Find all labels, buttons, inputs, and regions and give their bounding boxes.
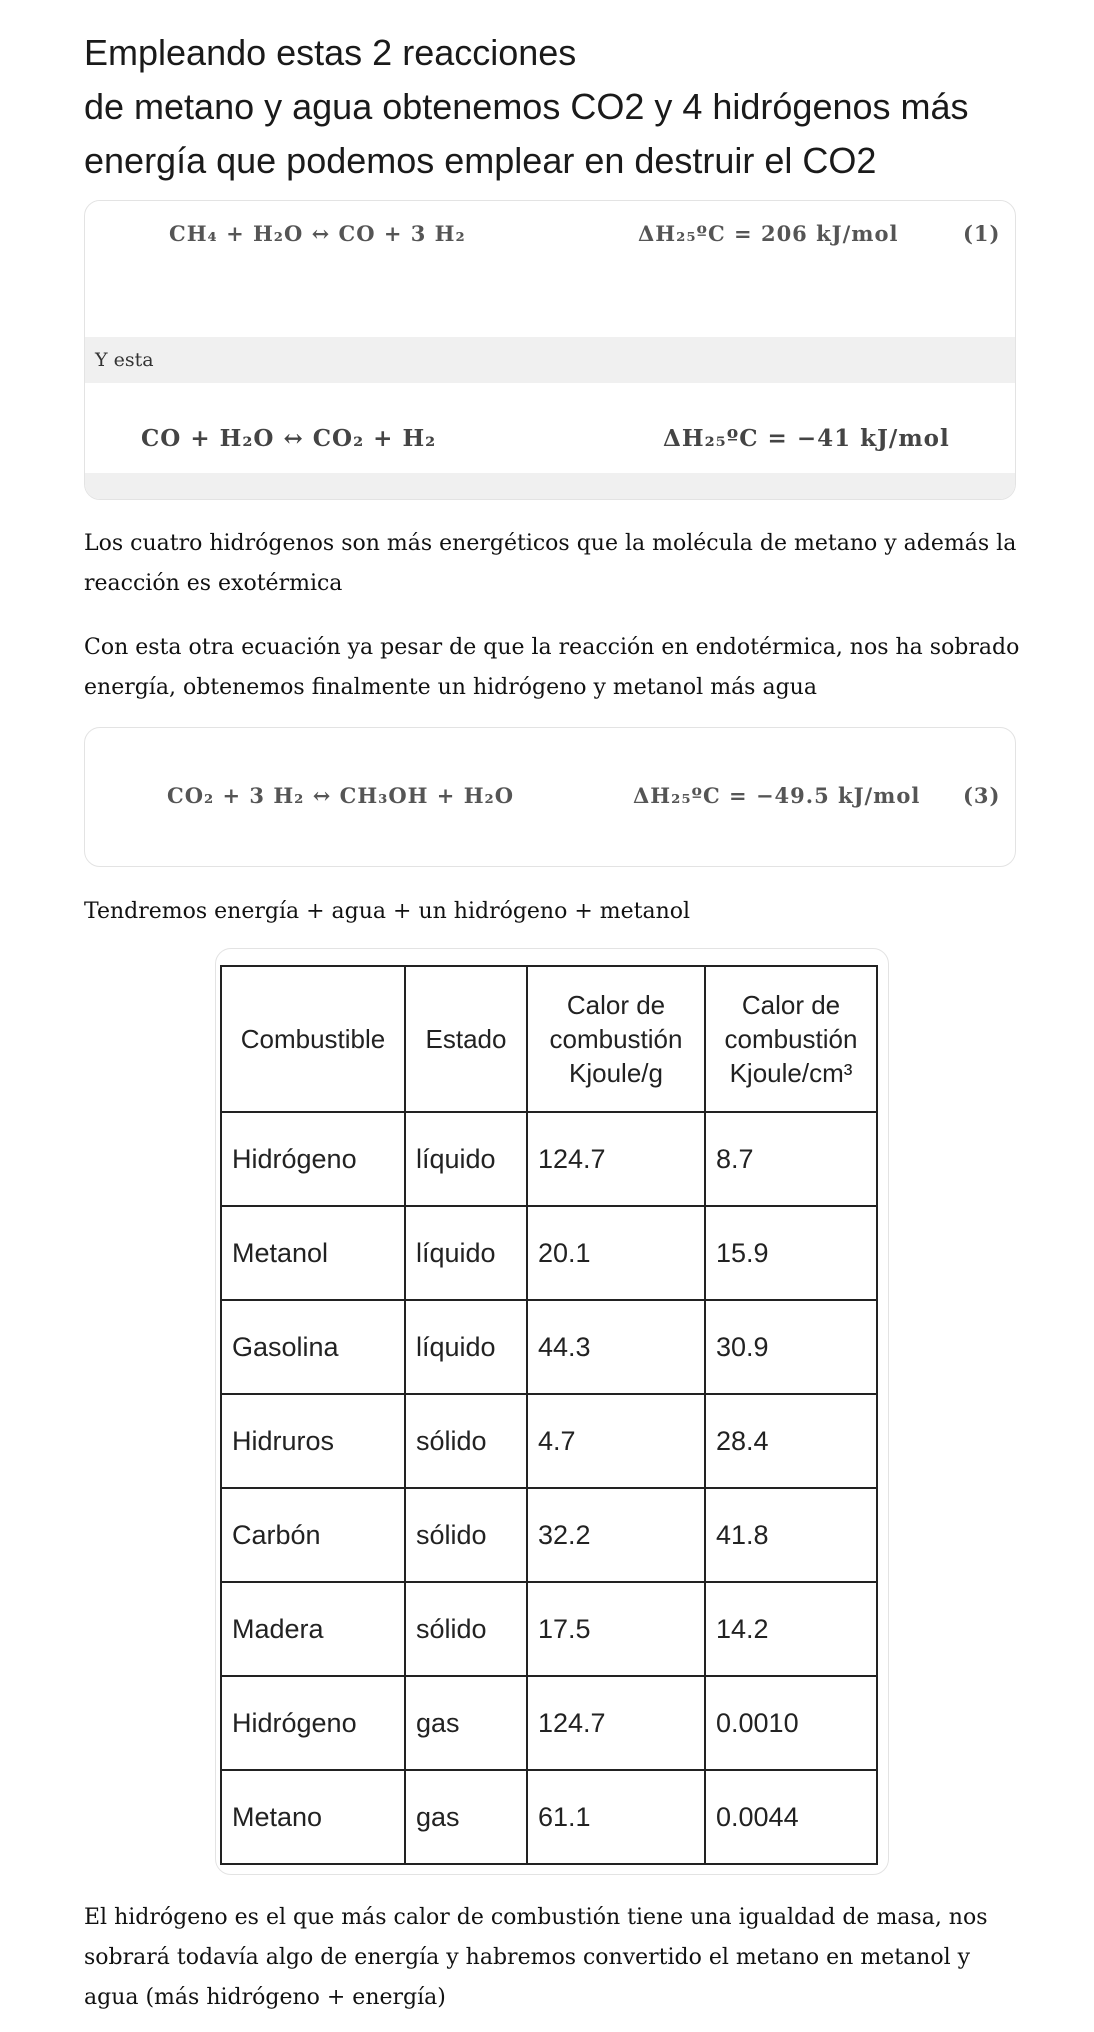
cell-heat-g: 124.7 [527,1112,705,1206]
paragraph-conclusion: El hidrógeno es el que más calor de combustión tiene una igualdad de masa, nos sobrará todavía algo de energía y habremos convertido el metano en metanol y agua (más hidrógeno + energía) [84,1905,988,2010]
cell-fuel: Carbón [221,1488,405,1582]
cell-state: sólido [405,1488,527,1582]
table-row [221,1394,877,1488]
reaction-2-equation: CO + H₂O ↔ CO₂ + H₂ [141,425,437,452]
cell-state: líquido [405,1112,527,1206]
cell-fuel: Metano [221,1770,405,1864]
reaction-1-enthalpy: ΔH₂₅ºC = 206 kJ/mol [638,221,899,246]
table-row [221,1488,877,1582]
heading-line-2: de metano y agua obtenemos CO2 y 4 hidrógenos más [84,86,969,127]
header-combustible: Combustible [221,966,405,1112]
paragraph-summary: Tendremos energía + agua + un hidrógeno + metanol [84,899,691,924]
heading-line-1: Empleando estas 2 reacciones [84,32,577,73]
cell-fuel: Hidruros [221,1394,405,1488]
cell-heat-cm3: 30.9 [705,1300,877,1394]
cell-heat-cm3: 0.0010 [705,1676,877,1770]
table-row [221,1770,877,1864]
cell-heat-g: 44.3 [527,1300,705,1394]
reaction-3-enthalpy: ΔH₂₅ºC = −49.5 kJ/mol [633,783,921,808]
table-row [221,1582,877,1676]
cell-fuel: Hidrógeno [221,1112,405,1206]
cell-state: gas [405,1770,527,1864]
paragraph-exothermic: Los cuatro hidrógenos son más energéticos que la molécula de metano y además la reacción es exotérmica [84,531,1017,596]
cell-heat-g: 124.7 [527,1676,705,1770]
cell-heat-cm3: 14.2 [705,1582,877,1676]
cell-heat-cm3: 41.8 [705,1488,877,1582]
paragraph-endothermic: Con esta otra ecuación ya pesar de que la reacción en endotérmica, nos ha sobrado energía, obtenemos finalmente un hidrógeno y metanol más agua [84,635,1020,700]
cell-heat-g: 61.1 [527,1770,705,1864]
cell-state: líquido [405,1206,527,1300]
cell-fuel: Hidrógeno [221,1676,405,1770]
card-bottom-band [85,473,1015,499]
header-estado: Estado [405,966,527,1112]
cell-fuel: Gasolina [221,1300,405,1394]
cell-heat-g: 32.2 [527,1488,705,1582]
reaction-3-image-card [84,727,1016,867]
table-header-row [221,966,877,1112]
cell-heat-g: 4.7 [527,1394,705,1488]
cell-heat-cm3: 28.4 [705,1394,877,1488]
cell-heat-cm3: 8.7 [705,1112,877,1206]
combustion-table [220,965,878,1865]
cell-fuel: Madera [221,1582,405,1676]
cell-heat-g: 20.1 [527,1206,705,1300]
header-calor-g: Calor de combustión Kjoule/g [527,966,705,1112]
reaction-3-equation: CO₂ + 3 H₂ ↔ CH₃OH + H₂O [167,783,515,808]
table-row [221,1112,877,1206]
separator-band [85,337,1015,383]
cell-state: líquido [405,1300,527,1394]
combustion-table-card [215,948,889,1875]
separator-text: Y esta [95,349,154,371]
cell-state: gas [405,1676,527,1770]
table-row [221,1676,877,1770]
cell-heat-g: 17.5 [527,1582,705,1676]
cell-state: sólido [405,1582,527,1676]
cell-state: sólido [405,1394,527,1488]
reactions-image-card [84,200,1016,500]
table-row [221,1206,877,1300]
header-calor-cm3: Calor de combustión Kjoule/cm³ [705,966,877,1112]
cell-heat-cm3: 15.9 [705,1206,877,1300]
cell-heat-cm3: 0.0044 [705,1770,877,1864]
reaction-3-number: (3) [963,783,1001,808]
table-row [221,1300,877,1394]
reaction-2-image [93,383,1007,473]
heading-line-3: energía que podemos emplear en destruir el CO2 [84,140,877,181]
reaction-1-number: (1) [963,221,1001,246]
reaction-1-image [93,201,1007,337]
section-heading [84,26,1044,188]
reaction-2-enthalpy: ΔH₂₅ºC = −41 kJ/mol [663,425,950,452]
cell-fuel: Metanol [221,1206,405,1300]
reaction-1-equation: CH₄ + H₂O ↔ CO + 3 H₂ [169,221,466,246]
